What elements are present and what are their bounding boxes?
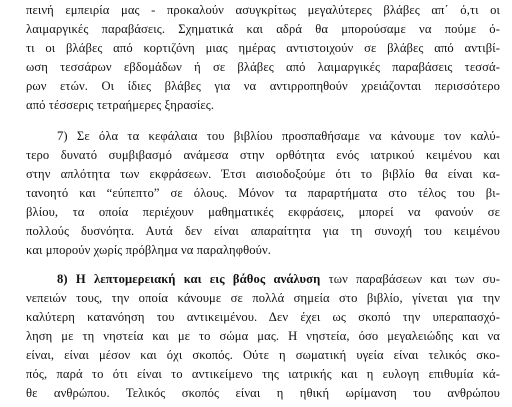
bold-lead-phrase: 8) Η λεπτομερειακή και εις βάθος ανάλυση — [57, 272, 321, 286]
text-line: από τέσσερις τετραήμερες ξηρασίες. — [26, 98, 215, 112]
text-line: τι οι βλάβες από κορτιζόνη μιας ημέρας αντιστοιχούν σε βλάβες από αντιβί- — [26, 41, 500, 55]
text-line: στην απλότητα των εκφράσεων. Έτσι αισιοδοξούμε ότι το βιβλίο θα είναι κα- — [26, 167, 500, 181]
text-line: ληση με τη νηστεία και με το σώμα μας. Η νηστεία, όσο μεγαλειώδης και να — [26, 329, 500, 343]
text-line: ρων ετών. Οι ίδιες βλάβες για να αντιρροπηθούν χρειάζονται περισσότερο — [26, 79, 500, 93]
text-line: ωση τεσσάρων εβδομάδων ή σε βλάβες από λαιμαργικές παραβάσεις τεσσά- — [26, 60, 500, 74]
text-line: τανοητό και “εύπεπτο” σε όλους. Μόνον τα παραρτήματα στο τέλος του βι- — [26, 186, 500, 200]
text-line: καλύτερη κατανόηση του αντικειμένου. Δεν έχει ως σκοπό την υπεραπασχό- — [26, 310, 500, 324]
text-line: πεινή εμπειρία μας - προκαλούν ασυγκρίτως μεγαλύτερες βλάβες απ΄ ό,τι οι — [26, 3, 500, 17]
text-line: βλίου, τα οποία περιέχουν μαθηματικές εκφράσεις, μπορεί να φανούν σε — [26, 205, 500, 219]
text-line: πολλούς δυσνόητα. Αυτά δεν είναι απαραίτητα για τη συνοχή του κειμένου — [26, 224, 500, 238]
lead-rest-text: των παραβάσεων και των συ- — [320, 272, 500, 286]
text-line: νεπειών τους, την οποία κάνουμε σε πολλά σημεία στο βιβλίο, γίνεται για την — [26, 291, 500, 305]
text-line: και μπορούν χωρίς πρόβλημα να παραληφθούν. — [26, 243, 272, 257]
text-line: τερο δυνατό συμβιβασμό ανάμεσα στην ορθότητα ενός ιατρικού κειμένου και — [26, 148, 500, 162]
text-line: λαιμαργικές παραβάσεις. Σχηματικά και αδρά θα μπορούσαμε να πούμε ό- — [26, 22, 500, 36]
text-line: πός, παρά το ότι είναι το αντικείμενο της ιατρικής και η ευλογη επιθυμία κά- — [26, 367, 500, 381]
text-line: θε ανθρώπου. Τελικός σκοπός είναι η ηθική ωρίμανση του ανθρώπου — [26, 386, 500, 400]
text-line — [57, 270, 500, 289]
text-line: 7) Σε όλα τα κεφάλαια του βιβλίου προσπαθήσαμε να κάνουμε τον καλύ- — [57, 129, 500, 143]
text-line: είναι, είναι μέσον και όχι σκοπός. Ούτε η σωματική υγεία είναι τελικός σκο- — [26, 348, 500, 362]
